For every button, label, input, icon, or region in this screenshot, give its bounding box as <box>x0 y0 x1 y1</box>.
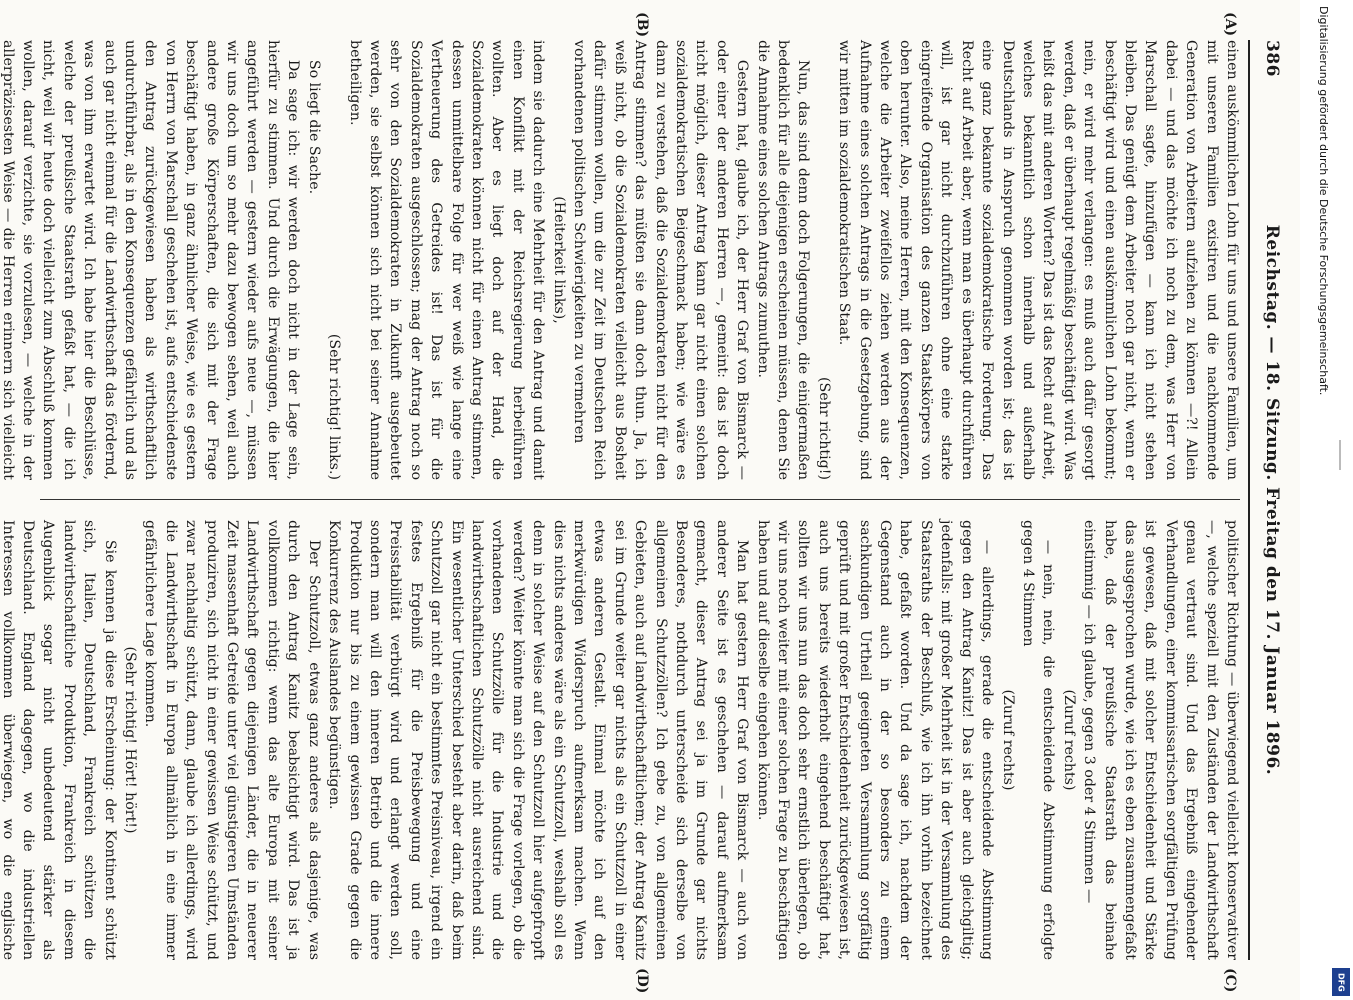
paragraph: Da sage ich: wir werden doch nicht in der Lage sein, hierfür zu stimmen. Und durch die Erwägungen, die hier angeführt werden — gestern wieder aufs neue —, müssen wir uns doch um so mehr dazu bewogen sehen, weil auch andere große Körperschaften, die sich mit der Frage beschäftigt haben, in ganz ähnlicher Weise, wie es gestern von Herrn von Marschall geschehen ist, aufs entschiedenste den Antrag zurückgewiesen haben als wirthschaftlich undurchführbar, als in den Konsequenzen gefährlich und als auch gar nicht einmal für die Landwirthschaft das fördernd, was von ihm erwartet wird. Ich habe hier die Beschlüsse, welche der preußische Staatsrath gefaßt hat, — die ich nicht, weil wir heute doch vielleicht zum Abschluß kommen wollen, darauf verzichte, sie vorzulesen, — welche in der allerpräzisesten Weise — die Herren erinnern sich vielleicht <box>0 40 302 480</box>
right-column <box>0 520 1242 960</box>
paragraph: einen auskömmlichen Lohn für uns und unsere Familien, um mit unseren Familien existiren und die nachkommende Generation von Arbeitern aufziehen zu können —?! Allein dabei — und das möchte ich noch zu dem, was Herr von Marschall sagte, hinzufügen — kann ich nicht stehen bleiben. Das genügt dem Arbeiter noch gar nicht, wenn er beschäftigt wird und einen auskömmlichen Lohn bekommt; nein, er wird mehr verlangen: es muß auch dafür gesorgt werden, daß er überhaupt regelmäßig beschäftigt wird. Was heißt das mit anderen Worten? Das ist das Recht auf Arbeit, welches bekanntlich schon innerhalb und außerhalb Deutschlands in Anspruch genommen worden ist; das ist eine ganz bekannte sozialdemokratische Forderung. Das Recht auf Arbeit aber, wenn man es überhaupt durchführen will, ist gar nicht durchzuführen ohne eine starke eingreifende Organisation des ganzen Staatskörpers von oben herunter. Also, meine Herren, mit den Konsequenzen, welche die Arbeiter zweifellos ziehen werden aus der Aufnahme eines solchen Antrags in die Gesetzgebung, sind wir mitten im sozialdemokratischen Staat. <box>836 40 1240 480</box>
paragraph: Der Schutzzoll, etwas ganz anderes als dasjenige, was durch den Antrag Kanitz beabsichtigt wird. Das ist ja vollkommen richtig: wenn das alte Europa mit seiner Landwirthschaft gegen diejenigen Länder, die in neuerer Zeit massenhaft Getreide unter viel günstigeren Umständen produziren, sich nicht in einer gewissen Weise schützt, und zwar nachhaltig schützt, dann, glaube ich allerdings, wird die Landwirthschaft in Europa allmählich in eine immer gefährlichere Lage kommen. <box>142 520 322 960</box>
paragraph: — nein, nein, die entscheidende Abstimmung erfolgte gegen 4 Stimmen <box>1019 520 1057 960</box>
interjection: (Sehr richtig!) <box>815 376 832 480</box>
interjection: (Zuruf rechts) <box>1060 689 1077 791</box>
interjection: (Zuruf rechts) <box>999 689 1016 791</box>
digitization-credit: Digitalisierung gefördert durch die Deutsche Forschungsgemeinschaft. <box>1317 6 1330 396</box>
paragraph: Nun, das sind denn doch Folgerungen, die einigermaßen bedenklich für alle diejenigen erscheinen müssen, denen Sie die Annahme eines solchen Antrags zumuthen. <box>754 40 812 480</box>
margin-marker-d: (D) <box>634 968 650 994</box>
interjection: (Heiterkeit links), <box>550 196 567 324</box>
left-column <box>0 40 1242 480</box>
running-title: Reichstag. — 18. Sitzung. Freitag den 17. Januar 1896. <box>1262 224 1282 776</box>
header-rule <box>1248 40 1250 960</box>
paragraph: — allerdings, gerade die entscheidende Abstimmung gegen den Antrag Kanitz! Das ist aber auch gleichgiltig; jedenfalls: mit großer Mehrheit ist in der Versammlung des Staatsraths der Beschluß, wie ich ihn vorhin bezeichnet habe, gefaßt worden. Und da sage ich, nachdem der Gegenstand auch in der so besonders zu einem sachkundigen Urtheil geeigneten Versammlung sorgfältig geprüft und mit großer Entschiedenheit zurückgewiesen ist, auch uns bereits wiederholt eingehend beschäftigt hat, sollten wir uns nun das doch sehr ernstlich überlegen, ob wir uns noch weiter mit einer solchen Frage zu beschäftigen haben und auf dieselbe eingehen können. <box>754 520 996 960</box>
interjection: (Sehr richtig! links.) <box>326 333 343 480</box>
margin-marker-c: (C) <box>1222 968 1238 993</box>
page-number: 386 <box>1262 40 1282 77</box>
paragraph: indem sie dadurch eine Mehrheit für den Antrag und damit einen Konflikt mit der Reichsregierung herbeiführen wollten. Aber es liegt doch auf der Hand, die Sozialdemokraten können nicht für einen Antrag stimmen, dessen unmittelbare Folge für wer weiß wie lange eine Vertheuerung des Getreides ist! Das ist für die Sozialdemokraten ausgeschlossen; mag der Antrag noch so sehr von den Sozialdemokraten in Zukunft ausgebeutet werden, sie selbst können sich nicht bei seiner Annahme betheiligen. <box>346 40 547 480</box>
paragraph: So liegt die Sache. <box>305 59 322 195</box>
paragraph: Sie kennen ja diese Erscheinung: der Kontinent schützt sich, Italien, Deutschland, Frankreich schützen die landwirthschaftliche Produktion, Frankreich in diesem Augenblick sogar nicht unbedeutend stärker als Deutschland. England dagegen, wo die industriellen Interessen vollkommen überwiegen, wo die englische <box>0 520 118 960</box>
scan-edge-mark <box>1339 440 1341 470</box>
paragraph: Gestern hat, glaube ich, der Herr Graf von Bismarck — oder einer der anderen Herren —, gemeint: das ist doch nicht möglich, dieser Antrag kann gar nicht einen solchen sozialdemokratischen Beigeschmack haben; wie wäre es dann zu verstehen, daß die Sozialdemokraten nicht für den Antrag stimmen? das müßten sie dann doch thun. Ja, ich weiß nicht, ob die Sozialdemokraten vielleicht aus Bosheit dafür stimmen wollen, um die zur Zeit im Deutschen Reich vorhandenen politischen Schwierigkeiten zu vermehren <box>571 40 751 480</box>
paragraph: politischer Richtung — überwiegend vielleicht konservativer —, welche speziell mit den Zuständen der Landwirthschaft genau vertraut sind. Und das Ergebniß eingehender Verhandlungen, einer kommissarischen sorgfältigen Prüfung ist gewesen, daß mit solcher Entschiedenheit und Stärke das ausgesprochen wurde, wie ich es eben zusammengefaßt habe, daß der preußische Staatsrath das beinahe einstimmig — ich glaube, gegen 3 oder 4 Stimmen — <box>1081 520 1240 960</box>
column-divider <box>40 499 1240 500</box>
paragraph: Man hat gestern Herr Graf von Bismarck — auch von anderer Seite ist es geschehen — darauf aufmerksam gemacht, dieser Antrag sei ja im Grunde gar nichts Besonderes, nothdurch unterscheide sich derselbe von allgemeinen Schutzzöllen? Ich gebe zu, von allgemeinen Gebieten, auch auf landwirthschaftlichem; der Antrag Kanitz sei im Grunde weiter gar nichts als ein Schutzzoll in einer etwas anderen Gestalt. Einmal möchte ich auf den merkwürdigen Widerspruch aufmerksam machen. Wenn dies nichts anderes wäre als ein Schutzzoll, weshalb soll es denn in solcher Weise auf den Schutzzoll hier aufgepfropft werden? Weiter könnte man sich die Frage vorlegen, ob die vorhandenen Schutzzölle für die Industrie und die landwirthschaftlichen Schutzzölle nicht ausreichend sind. Ein wesentlicher Unterschied besteht aber darin, daß beim Schutzzoll gar nicht ein bestimmtes Preisniveau, irgend ein festes Ergebniß für die Preisbewegung und eine Preisstabilität verbürgt wird und erlangt werden soll, sondern man will den inneren Betrieb und die innere Produktion nur bis zu einem gewissen Grade gegen die Konkurrenz des Auslandes begünstigen. <box>326 520 751 960</box>
dfg-logo: DFG <box>1332 968 1350 996</box>
margin-marker-b: (B) <box>634 12 650 38</box>
interjection: (Sehr richtig! Hört! hört!) <box>122 646 139 834</box>
margin-marker-a: (A) <box>1222 12 1238 37</box>
page-header <box>1252 40 1282 960</box>
